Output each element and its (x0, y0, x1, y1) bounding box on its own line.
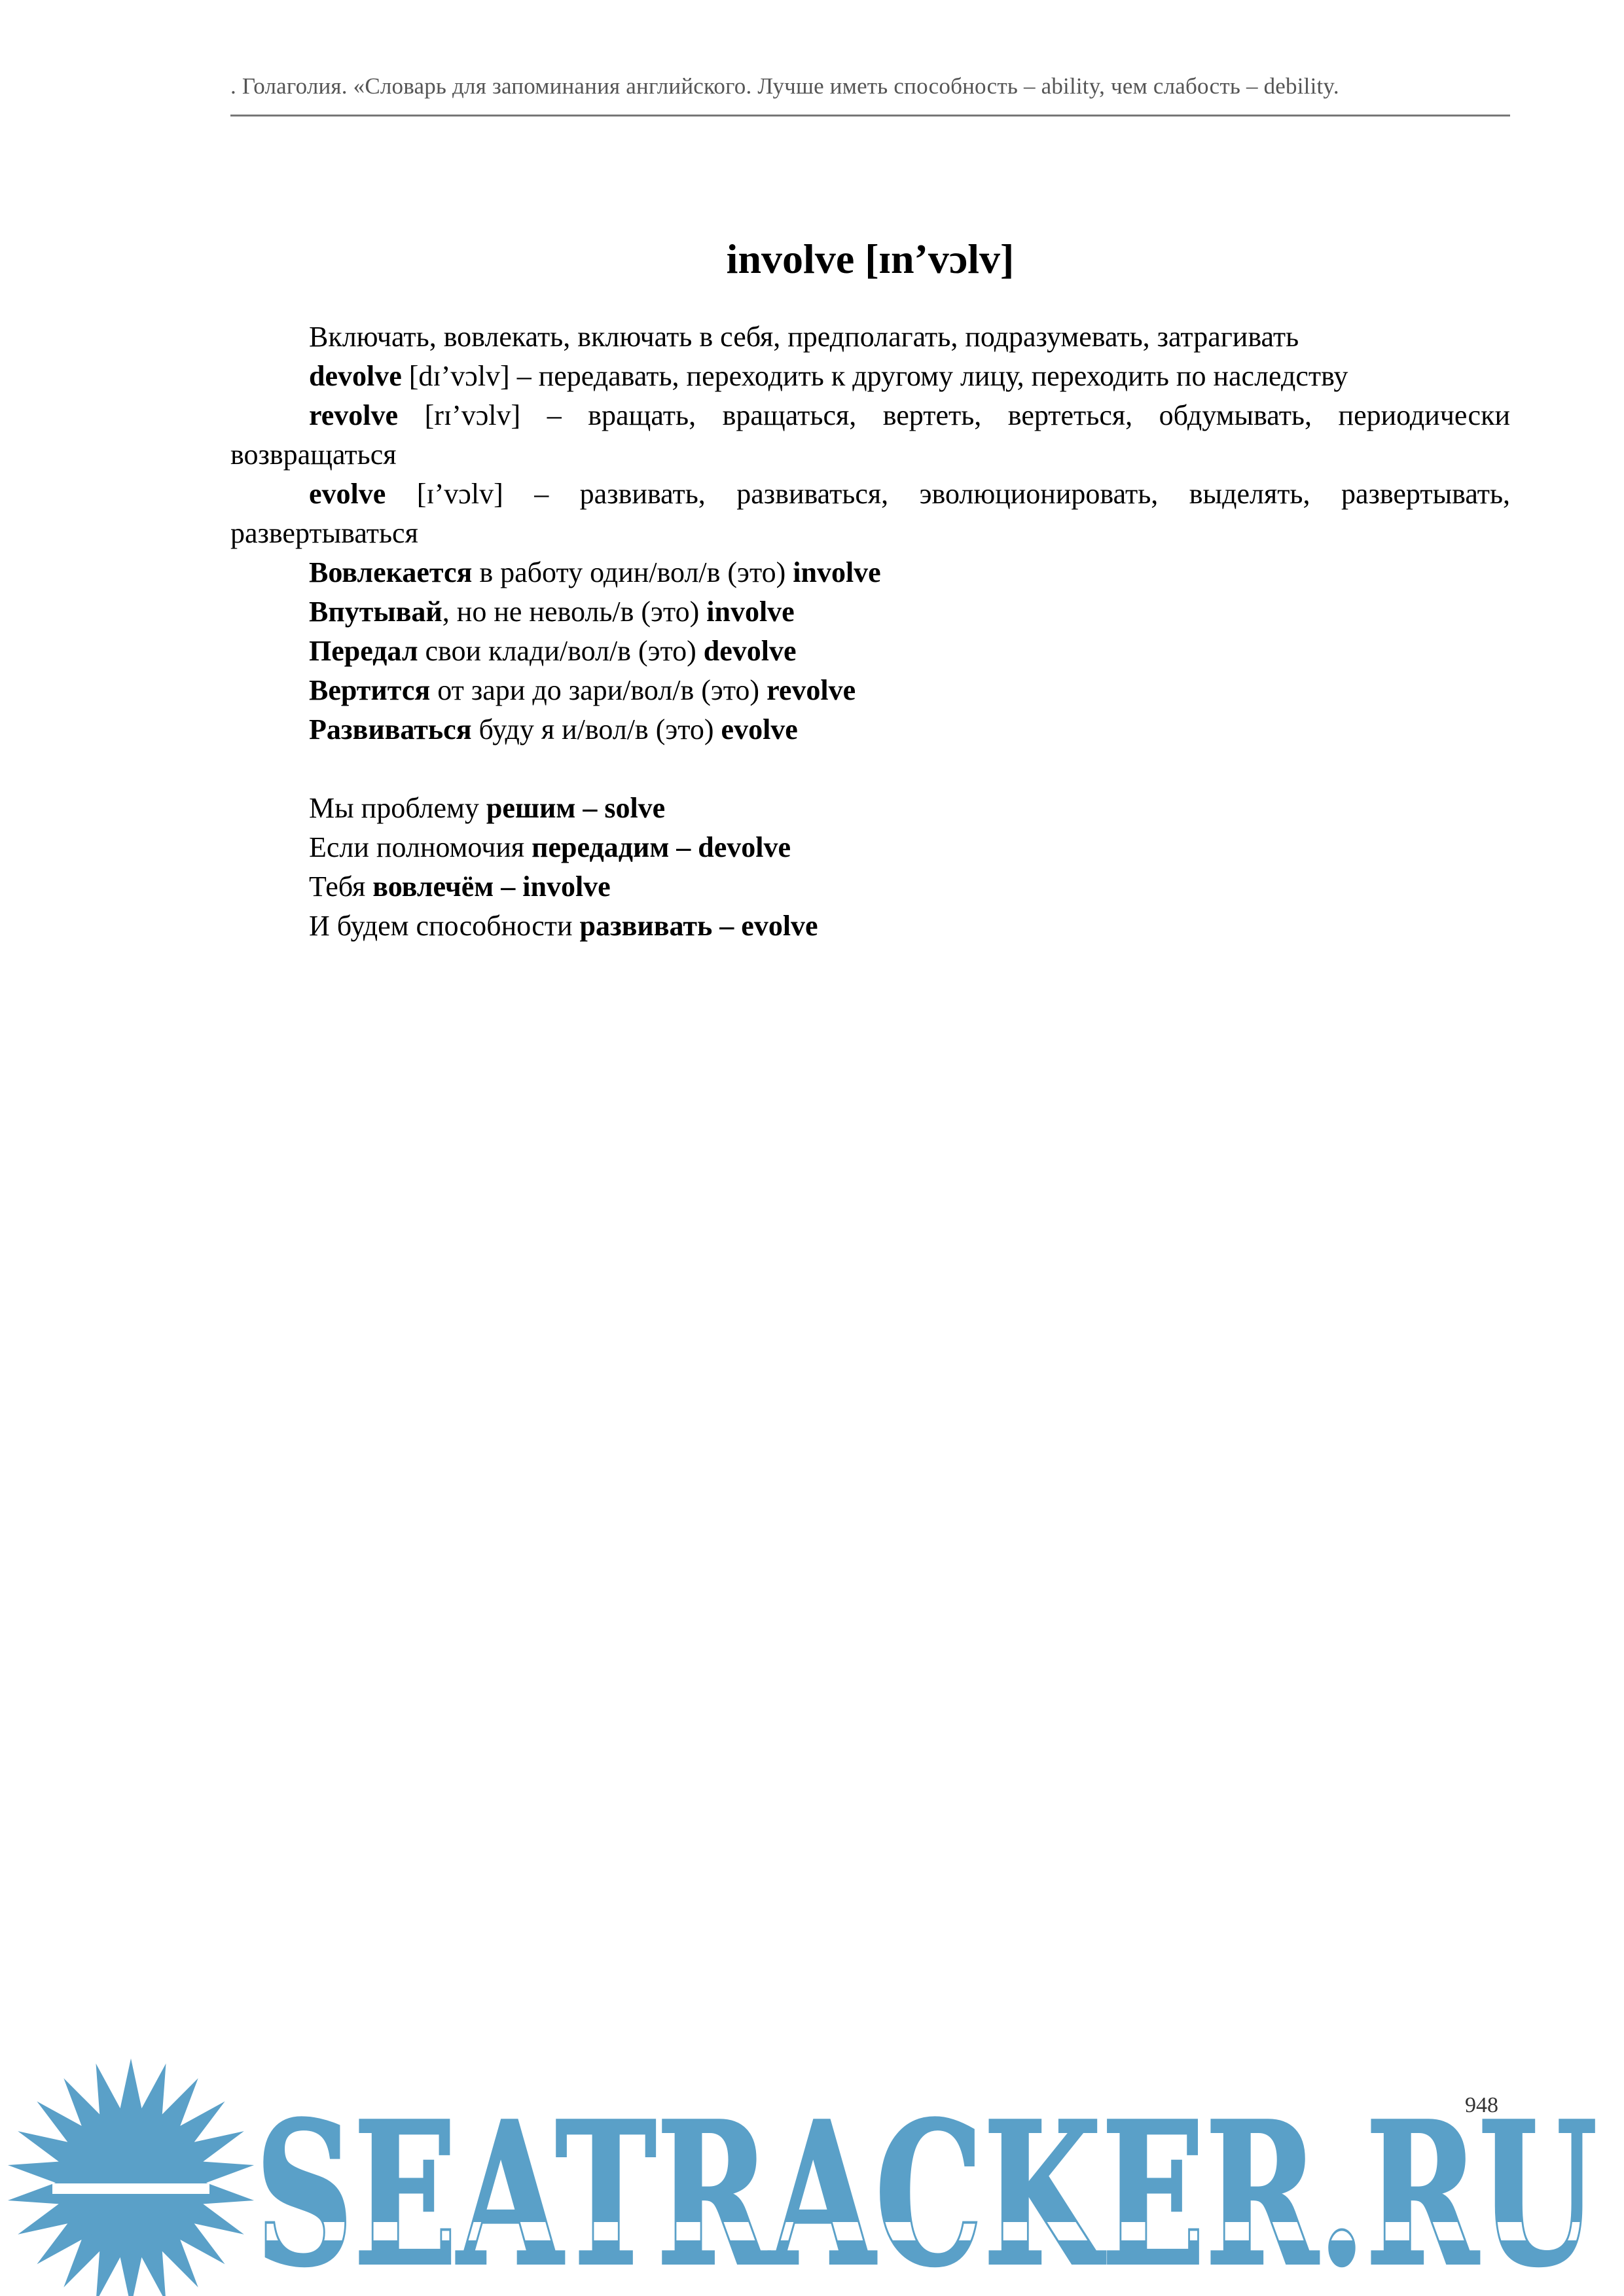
entry-title: involve [ɪn’vɔlv] (726, 236, 1015, 282)
poem-line: Если полномочия передадим – devolve (309, 831, 791, 863)
mnemonic-line: Вовлекается в работу один/вол/в (это) involve (309, 556, 881, 588)
poem-line: Тебя вовлечём – involve (309, 870, 611, 903)
mnemonic-line: Впутывай, но не неволь/в (это) involve (309, 596, 795, 628)
related-meaning: – вращать, вращаться, вертеть, вертеться, обдумывать, периодически возвращаться (230, 399, 1511, 471)
mnemonic-line: Вертится от зари до зари/вол/в (это) revolve (309, 674, 856, 706)
related-word: revolve (309, 399, 399, 431)
related-word-evolve (230, 475, 1510, 553)
running-header: . Голаголия. «Словарь для запоминания английского. Лучше иметь способность – ability, чем слабость – debility. (230, 73, 1339, 99)
poem-line: Мы проблему решим – solve (309, 792, 666, 824)
transcription: [rɪ’vɔlv] (424, 399, 521, 431)
definition-line: Включать, вовлекать, включать в себя, предполагать, подразумевать, затрагивать (309, 321, 1299, 353)
sunburst-icon (8, 2058, 254, 2296)
mnemonic-line: Передал свои клади/вол/в (это) devolve (309, 635, 797, 667)
related-word: devolve (309, 360, 402, 392)
related-word: evolve (309, 478, 386, 510)
header-divider (230, 115, 1510, 117)
related-word-revolve (230, 396, 1510, 475)
poem-line: И будем способности развивать – evolve (309, 910, 818, 942)
related-meaning: – передавать, переходить к другому лицу, переходить по наследству (516, 360, 1348, 392)
mnemonic-line: Развиваться буду я и/вол/в (это) evolve (309, 713, 798, 745)
watermark-text: SEATRACKER.RU (255, 2079, 1597, 2296)
page-number: 948 (1465, 2093, 1498, 2117)
entry-body (230, 317, 1510, 946)
related-word-devolve (230, 357, 1510, 396)
related-meaning: – развивать, развиваться, эволюционировать, выделять, развертывать, развертываться (230, 478, 1511, 549)
transcription: [dɪ’vɔlv] (408, 360, 510, 392)
watermark-logo (0, 2055, 1624, 2296)
transcription: [ɪ’vɔlv] (416, 478, 503, 510)
